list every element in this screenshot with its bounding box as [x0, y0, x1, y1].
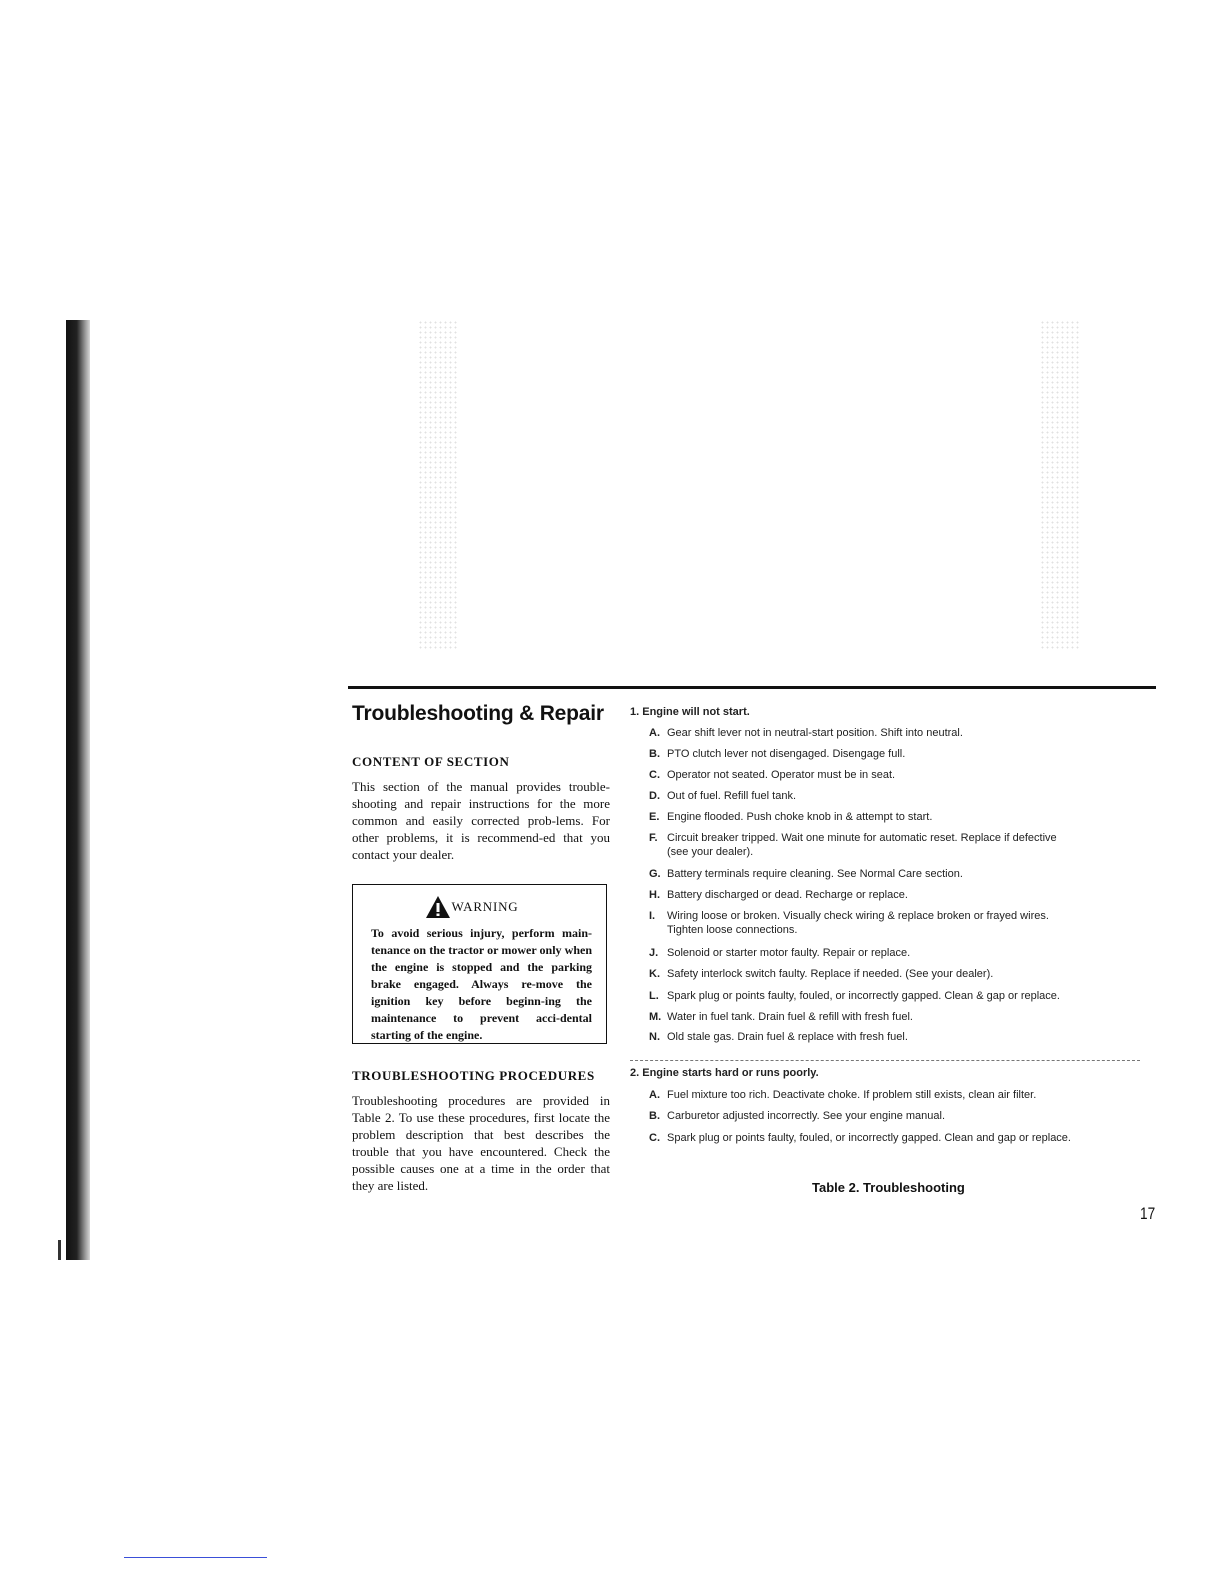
item-text: Engine flooded. Push choke knob in & attempt to start.: [667, 811, 933, 823]
list-item: [649, 909, 1144, 937]
item-text: Old stale gas. Drain fuel & replace with fresh fuel.: [667, 1031, 908, 1043]
list-item: [649, 768, 1144, 782]
item-text: Out of fuel. Refill fuel tank.: [667, 790, 797, 802]
list-item: [649, 967, 1144, 981]
scan-binding-edge: [66, 320, 90, 1260]
list-item: [649, 867, 1144, 881]
item-text: Fuel mixture too rich. Deactivate choke. If problem still exists, clean air filter.: [667, 1089, 1037, 1101]
footer-link-line: [124, 1557, 267, 1558]
list-item: [649, 888, 1144, 902]
table-caption: Table 2. Troubleshooting: [812, 1180, 965, 1195]
item-letter: D.: [649, 790, 660, 802]
item-letter: K.: [649, 968, 660, 980]
item-letter: A.: [649, 1089, 660, 1101]
list-item: [649, 1010, 1144, 1024]
item-text: Circuit breaker tripped. Wait one minute for automatic reset. Replace if defective: [667, 832, 1057, 844]
item-text: Gear shift lever not in neutral-start position. Shift into neutral.: [667, 727, 963, 739]
item-letter: B.: [649, 748, 660, 760]
item-letter: H.: [649, 889, 660, 901]
warning-box: [352, 884, 607, 1044]
item-text: PTO clutch lever not disengaged. Disengage full.: [667, 748, 906, 760]
item-text: Spark plug or points faulty, fouled, or incorrectly gapped. Clean & gap or replace.: [667, 990, 1060, 1002]
warning-label: WARNING: [451, 899, 519, 914]
item-letter: L.: [649, 990, 659, 1002]
page-number: 17: [1140, 1204, 1156, 1223]
warning-header: [351, 895, 592, 919]
list-item: [649, 1088, 1144, 1102]
content-of-section-text: This section of the manual provides trouble-shooting and repair instructions for the more common and easily corrected prob-lems. For other problems, it is recommend-ed that you contact your dealer.: [352, 779, 610, 862]
section-top-rule: [348, 686, 1156, 689]
item-text-continued: (see your dealer).: [667, 846, 754, 858]
item-letter: I.: [649, 910, 656, 922]
list-item: [649, 1030, 1144, 1044]
item-text: Operator not seated. Operator must be in seat.: [667, 769, 896, 781]
group-heading: 2. Engine starts hard or runs poorly.: [630, 1067, 819, 1079]
item-text: Carburetor adjusted incorrectly. See your engine manual.: [667, 1110, 946, 1122]
item-text: Spark plug or points faulty, fouled, or incorrectly gapped. Clean and gap or replace.: [667, 1132, 1071, 1144]
troubleshooting-procedures-text: Troubleshooting procedures are provided in Table 2. To use these procedures, first locate the problem description that best describes the trouble that you have encountered. Check the possible causes one at a time in the order that they are listed.: [352, 1093, 610, 1193]
list-item: [649, 747, 1144, 761]
list-item: [649, 946, 1144, 960]
scan-speckle-right: [1040, 320, 1080, 650]
item-letter: B.: [649, 1110, 660, 1122]
list-item: [649, 831, 1144, 859]
item-letter: A.: [649, 727, 660, 739]
item-text: Solenoid or starter motor faulty. Repair or replace.: [667, 947, 911, 959]
content-of-section-heading: CONTENT OF SECTION: [352, 754, 510, 769]
list-item: [649, 726, 1144, 740]
list-item: [649, 1109, 1144, 1123]
item-text: Battery terminals require cleaning. See Normal Care section.: [667, 868, 963, 880]
group-divider: [630, 1060, 1140, 1061]
item-text-continued: Tighten loose connections.: [667, 924, 798, 936]
item-text: Safety interlock switch faulty. Replace if needed. (See your dealer).: [667, 968, 994, 980]
item-text: Water in fuel tank. Drain fuel & refill with fresh fuel.: [667, 1011, 913, 1023]
section-title: Troubleshooting & Repair: [352, 702, 604, 725]
troubleshooting-procedures-heading: TROUBLESHOOTING PROCEDURES: [352, 1068, 595, 1083]
warning-triangle-icon: [425, 895, 451, 919]
list-item: [649, 789, 1144, 803]
list-item: [649, 1131, 1144, 1145]
item-letter: F.: [649, 832, 658, 844]
scan-speckle-left: [418, 320, 458, 650]
item-letter: M.: [649, 1011, 662, 1023]
item-letter: E.: [649, 811, 660, 823]
item-letter: C.: [649, 1132, 660, 1144]
item-letter: N.: [649, 1031, 660, 1043]
list-item: [649, 810, 1144, 824]
item-letter: C.: [649, 769, 660, 781]
scan-binding-mark: [58, 1240, 61, 1260]
list-item: [649, 989, 1144, 1003]
item-text: Battery discharged or dead. Recharge or replace.: [667, 889, 908, 901]
item-text: Wiring loose or broken. Visually check wiring & replace broken or frayed wires.: [667, 910, 1049, 922]
item-letter: G.: [649, 868, 661, 880]
item-letter: J.: [649, 947, 659, 959]
warning-text: To avoid serious injury, perform main-tenance on the tractor or mower only when the engine is stopped and the parking brake engaged. Always re-move the ignition key before beginn-ing the maintenance to prevent acci-dental starting of the engine.: [371, 926, 592, 1042]
group-heading: 1. Engine will not start.: [630, 706, 750, 718]
